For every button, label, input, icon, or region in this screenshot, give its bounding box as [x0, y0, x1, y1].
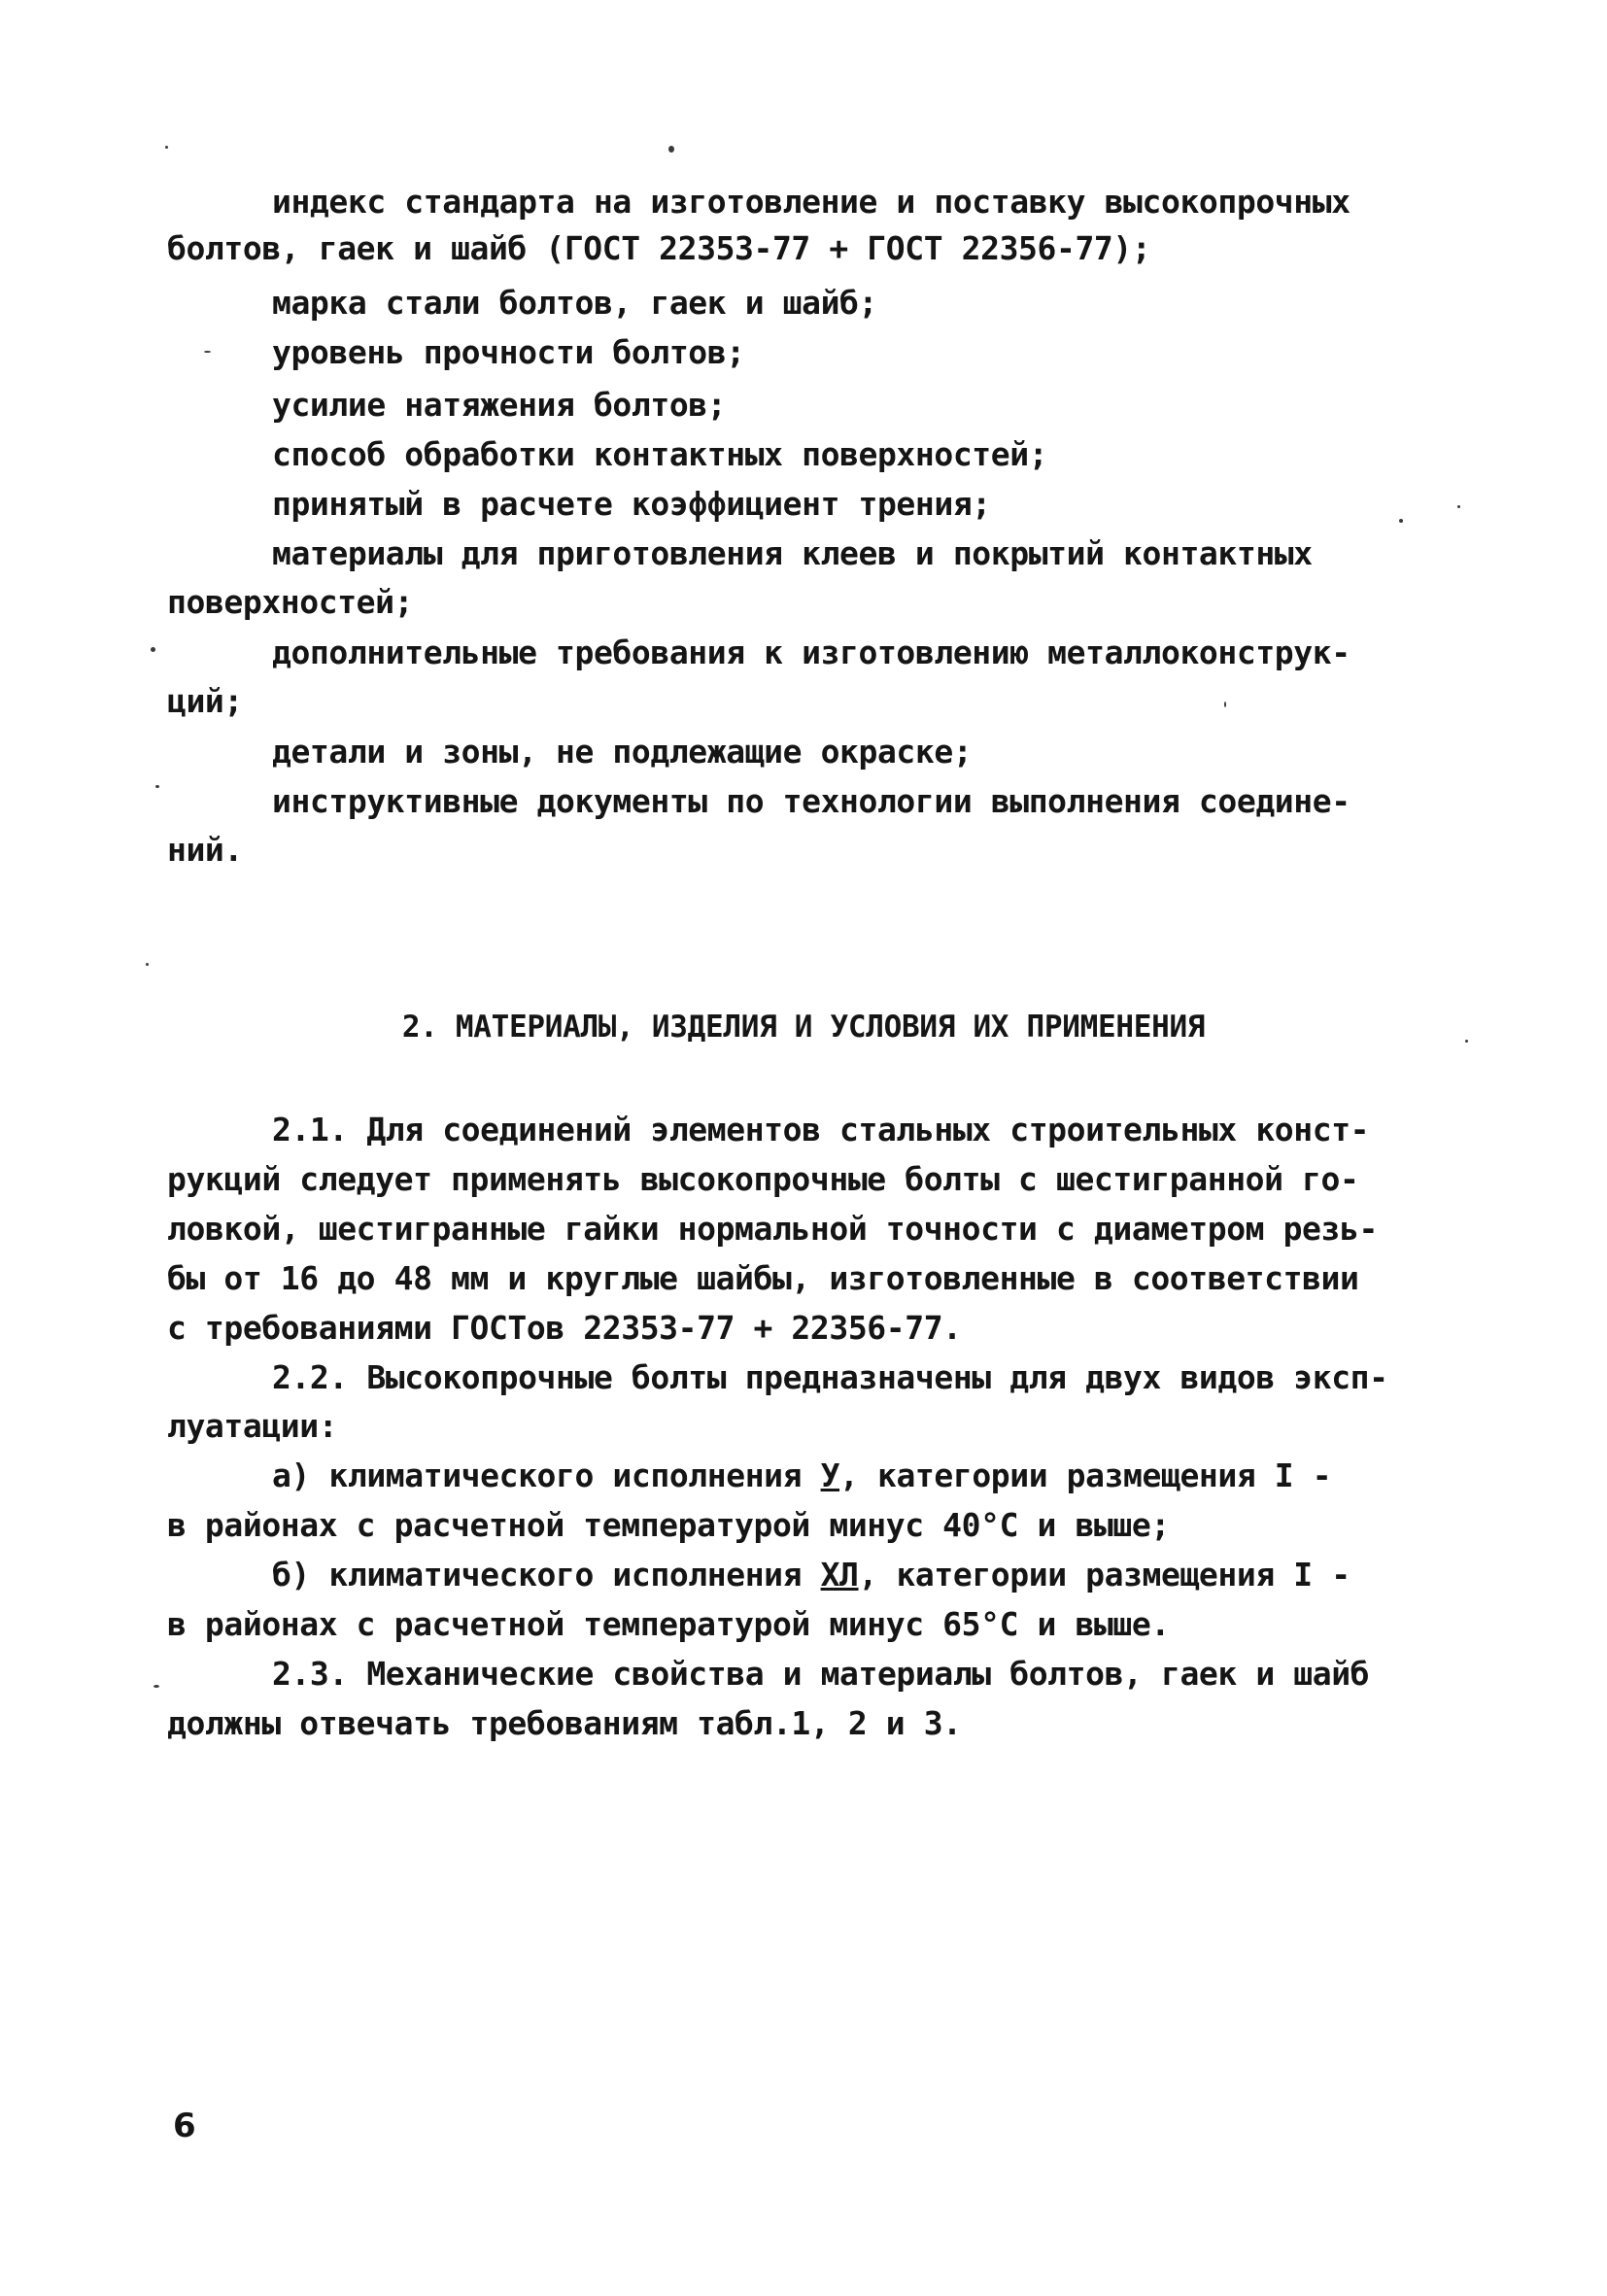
scan-speck	[1399, 519, 1403, 523]
paragraph-2-2-line-1: 2.2. Высокопрочные болты предназначены для двух видов эксп-	[272, 1358, 1388, 1396]
list-item-instructive-documents: инструктивные документы по технологии выполнения соедине-	[272, 782, 1351, 820]
list-item-friction-coefficient: принятый в расчете коэффициент трения;	[272, 485, 991, 523]
list-item-adhesive-materials-cont: поверхностей;	[167, 583, 414, 621]
list-item-surface-treatment: способ обработки контактных поверхностей;	[272, 435, 1048, 473]
scan-speck	[146, 963, 149, 966]
scan-speck	[154, 1685, 159, 1688]
page-number: 6	[173, 2107, 196, 2145]
list-item-additional-requirements-cont: ций;	[167, 682, 243, 720]
list-item-unpainted-zones: детали и зоны, не подлежащие окраске;	[272, 733, 973, 771]
paragraph-2-2-item-a-cont: в районах с расчетной температурой минус 40°С и выше;	[167, 1506, 1170, 1544]
paragraph-2-3-line-1: 2.3. Механические свойства и материалы болтов, гаек и шайб	[272, 1655, 1370, 1693]
scan-speck	[151, 647, 155, 652]
list-item-adhesive-materials: материалы для приготовления клеев и покрытий контактных	[272, 534, 1313, 572]
list-item-instructive-documents-cont: ний.	[167, 831, 243, 869]
paragraph-2-1-line-3: ловкой, шестигранные гайки нормальной точности с диаметром резь-	[167, 1210, 1378, 1248]
scan-speck	[1224, 702, 1226, 707]
item-b-suffix: , категории размещения I -	[858, 1556, 1351, 1593]
item-a-climate-code: У	[820, 1456, 840, 1494]
paragraph-2-1-line-4: бы от 16 до 48 мм и круглые шайбы, изготовленные в соответствии	[167, 1259, 1359, 1297]
list-item-additional-requirements: дополнительные требования к изготовлению металлоконструк-	[272, 634, 1351, 671]
scan-speck	[1465, 1040, 1468, 1043]
item-b-prefix: б) климатического исполнения	[272, 1556, 821, 1593]
item-a-prefix: а) климатического исполнения	[272, 1456, 821, 1494]
list-item-standard-index: индекс стандарта на изготовление и поставку высокопрочных	[272, 183, 1351, 221]
scan-speck	[668, 146, 674, 153]
list-item-tension-force: усилие натяжения болтов;	[272, 386, 727, 424]
section-title: 2. МАТЕРИАЛЫ, ИЗДЕЛИЯ И УСЛОВИЯ ИХ ПРИМЕНЕНИЯ	[401, 1010, 1206, 1045]
paragraph-2-2-item-a	[272, 1456, 1331, 1495]
paragraph-2-2-item-b-cont: в районах с расчетной температурой минус 65°С и выше.	[167, 1605, 1170, 1643]
item-a-suffix: , категории размещения I -	[839, 1456, 1332, 1494]
list-item-steel-grade: марка стали болтов, гаек и шайб;	[272, 284, 877, 322]
paragraph-2-1-line-2: рукций следует применять высокопрочные болты с шестигранной го-	[167, 1160, 1359, 1198]
paragraph-2-3-line-2: должны отвечать требованиям табл.1, 2 и 3.	[167, 1704, 962, 1742]
scan-speck	[155, 785, 159, 788]
paragraph-2-2-item-b	[272, 1556, 1351, 1594]
list-item-standard-index-cont: болтов, гаек и шайб (ГОСТ 22353-77 + ГОСТ 22356-77);	[167, 229, 1151, 267]
paragraph-2-1-line-1: 2.1. Для соединений элементов стальных строительных конст-	[272, 1111, 1370, 1148]
scan-speck	[204, 351, 211, 353]
paragraph-2-1-line-5: с требованиями ГОСТов 22353-77 + 22356-77.	[167, 1309, 962, 1347]
item-b-climate-code: ХЛ	[820, 1556, 859, 1593]
scan-speck	[1457, 505, 1460, 508]
scan-speck	[165, 146, 168, 149]
paragraph-2-2-line-2: луатации:	[167, 1407, 338, 1445]
list-item-strength-level: уровень прочности болтов;	[272, 333, 745, 371]
